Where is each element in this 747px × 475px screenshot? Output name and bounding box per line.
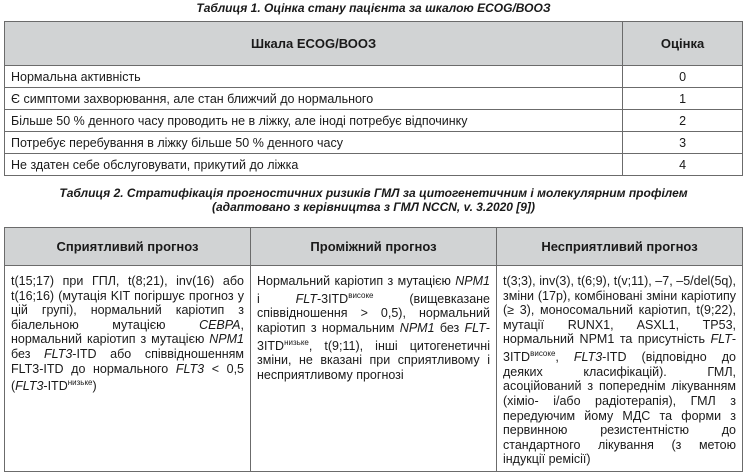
table-row: [5, 154, 743, 176]
row-score: 0: [623, 66, 743, 88]
table-row: [5, 88, 743, 110]
row-description: Є симптоми захворювання, але стан ближчий до нормального: [5, 88, 623, 110]
row-score: 2: [623, 110, 743, 132]
table2-caption-line1: Таблиця 2. Стратифікація прогностичних ризиків ГМЛ за цитогенетичним і молекулярним профілем: [59, 186, 688, 200]
row-description: Нормальна активність: [5, 66, 623, 88]
column-header-favorable: Сприятливий прогноз: [5, 228, 251, 266]
table-header-row: [5, 22, 743, 66]
table-row: [5, 266, 743, 472]
column-header-score: Оцінка: [623, 22, 743, 66]
table2-caption-line2: (адаптовано з керівництва з ГМЛ NCCN, v. 3.2020 [9]): [212, 200, 535, 214]
table2-caption: [0, 186, 747, 214]
row-score: 3: [623, 132, 743, 154]
row-description: Не здатен себе обслуговувати, прикутий до ліжка: [5, 154, 623, 176]
table-row: [5, 110, 743, 132]
row-description: Більше 50 % денного часу проводить не в ліжку, але іноді потребує відпочинку: [5, 110, 623, 132]
row-score: 4: [623, 154, 743, 176]
column-header-intermediate: Проміжний прогноз: [251, 228, 497, 266]
table-row: [5, 66, 743, 88]
row-description: Потребує перебування в ліжку більше 50 % денного часу: [5, 132, 623, 154]
ecog-table: [4, 21, 743, 176]
table-header-row: [5, 228, 743, 266]
column-header-scale: Шкала ECOG/ВООЗ: [5, 22, 623, 66]
table-row: [5, 132, 743, 154]
column-header-unfavorable: Несприятливий прогноз: [497, 228, 743, 266]
table1-caption: Таблиця 1. Оцінка стану пацієнта за шкалою ECOG/ВООЗ: [196, 1, 551, 15]
aml-risk-table: [4, 227, 743, 472]
intermediate-cell: Нормальний каріотип з мутацією NPM1 і FLT-$3ITD^{високе}$ (вищевказане співвідношення > 0,5), нормальний каріотип з нормальним NPM1 без FLT-$3ITD^{низьке}$, t(9;11), інші цитогенетичні зміни, не вказані при сприятливому і несприятливому прогнозі: [251, 266, 497, 472]
favorable-cell: t(15;17) при ГПЛ, t(8;21), inv(16) або t(16;16) (мутація KIT погіршує прогноз у цій групі), нормальний каріотип з біалельною мутацією CEBPA, нормальний каріотип з мутацією NPM1 без FLT3-ITD або співвідношенням FLT3-ITD до нормального FLT3 < 0,5 $(FLT3-ITD^{низьке})$: [5, 266, 251, 472]
row-score: 1: [623, 88, 743, 110]
unfavorable-cell: t(3;3), inv(3), t(6;9), t(v;11), –7, –5/del(5q), зміни (17p), комбіновані зміни каріотипу (≥ 3), моносомальний каріотип, t(9;22), мутації RUNX1, ASXL1, TP53, нормальний NPM1 та присутність FLT-$3ITD^{високе}$, FLT3-ITD (відповідно до деяких класифікацій). ГМЛ, асоційований з попереднім лікуванням (хіміо- і/або радіотерапія), ГМЛ з передуючим йому МДС та форми з первинною резистентністю до стандартного лікування (з метою індукції ремісії): [497, 266, 743, 472]
